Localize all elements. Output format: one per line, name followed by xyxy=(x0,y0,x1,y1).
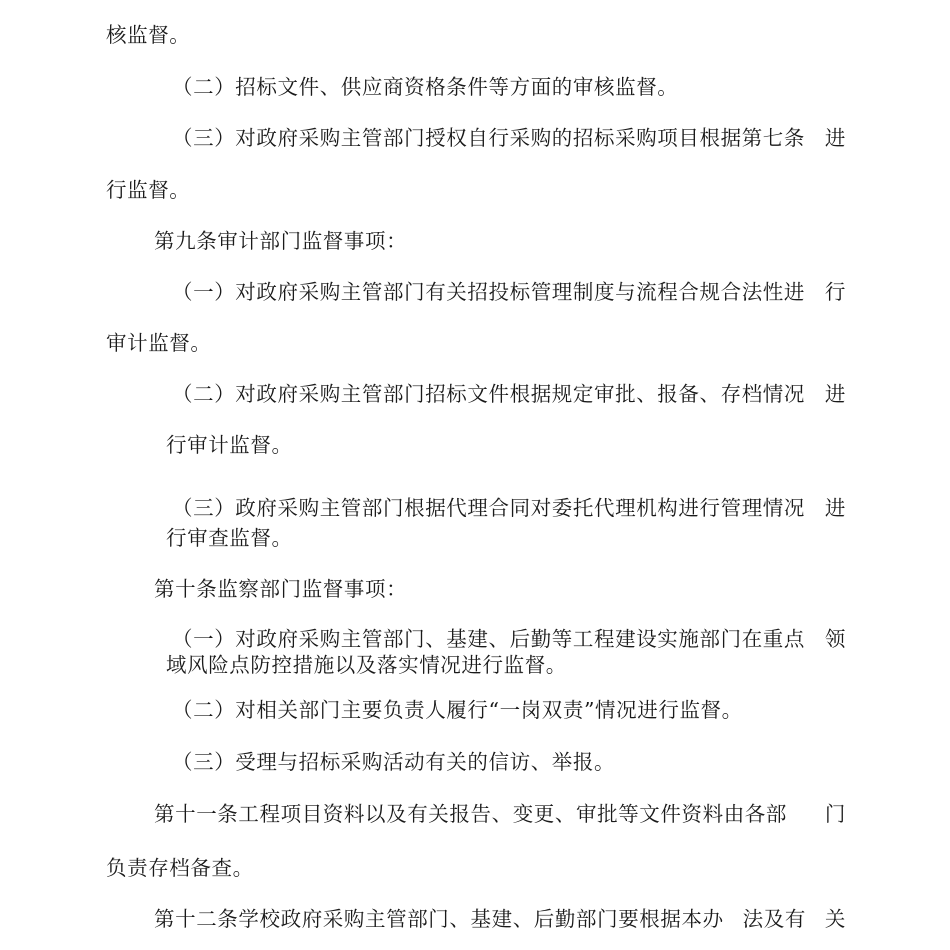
text-segment: 进 xyxy=(824,126,846,150)
text-segment: （三）对政府采购主管部门授权自行采购的招标采购项目根据第七条 xyxy=(172,126,805,150)
section-heading xyxy=(154,906,846,932)
text-segment: 关 xyxy=(824,907,846,931)
section-heading: 第九条审计部门监督事项： xyxy=(154,229,408,253)
text-line: 负责存档备查。 xyxy=(106,856,254,880)
text-line: （二）招标文件、供应商资格条件等方面的审核监督。 xyxy=(172,75,679,99)
text-line xyxy=(172,495,846,521)
text-segment: 第十二条学校政府采购主管部门、基建、后勤部门要根据本办 xyxy=(154,907,724,931)
text-segment: 法及有 xyxy=(742,907,806,931)
text-segment: 门 xyxy=(824,802,846,826)
text-line xyxy=(172,125,846,151)
text-line xyxy=(172,279,846,305)
text-line xyxy=(172,626,846,652)
text-line: （三）受理与招标采购活动有关的信访、举报。 xyxy=(172,750,616,774)
section-heading xyxy=(154,801,846,827)
text-segment: 进 xyxy=(824,496,846,520)
text-segment: 第十一条工程项目资料以及有关报告、变更、审批等文件资料由各部 xyxy=(154,802,787,826)
text-segment: 领 xyxy=(824,627,846,651)
text-line: 行审计监督。 xyxy=(166,433,293,457)
text-line: 行审查监督。 xyxy=(166,526,293,550)
text-segment: （三）政府采购主管部门根据代理合同对委托代理机构进行管理情况 xyxy=(172,496,805,520)
text-line: 审计监督。 xyxy=(106,331,212,355)
section-heading: 第十条监察部门监督事项： xyxy=(154,577,408,601)
text-line: 行监督。 xyxy=(106,178,191,202)
text-line: （二）对相关部门主要负责人履行“一岗双责”情况进行监督。 xyxy=(172,698,743,722)
text-line: 域风险点防控措施以及落实情况进行监督。 xyxy=(166,653,567,677)
text-segment: 进 xyxy=(824,382,846,406)
text-segment: （一）对政府采购主管部门有关招投标管理制度与流程合规合法性进 xyxy=(172,280,805,304)
text-segment: （一）对政府采购主管部门、基建、后勤等工程建设实施部门在重点 xyxy=(172,627,805,651)
text-line xyxy=(172,381,846,407)
text-line: 核监督。 xyxy=(106,23,191,47)
text-segment: （二）对政府采购主管部门招标文件根据规定审批、报备、存档情况 xyxy=(172,382,805,406)
text-segment: 行 xyxy=(824,280,846,304)
